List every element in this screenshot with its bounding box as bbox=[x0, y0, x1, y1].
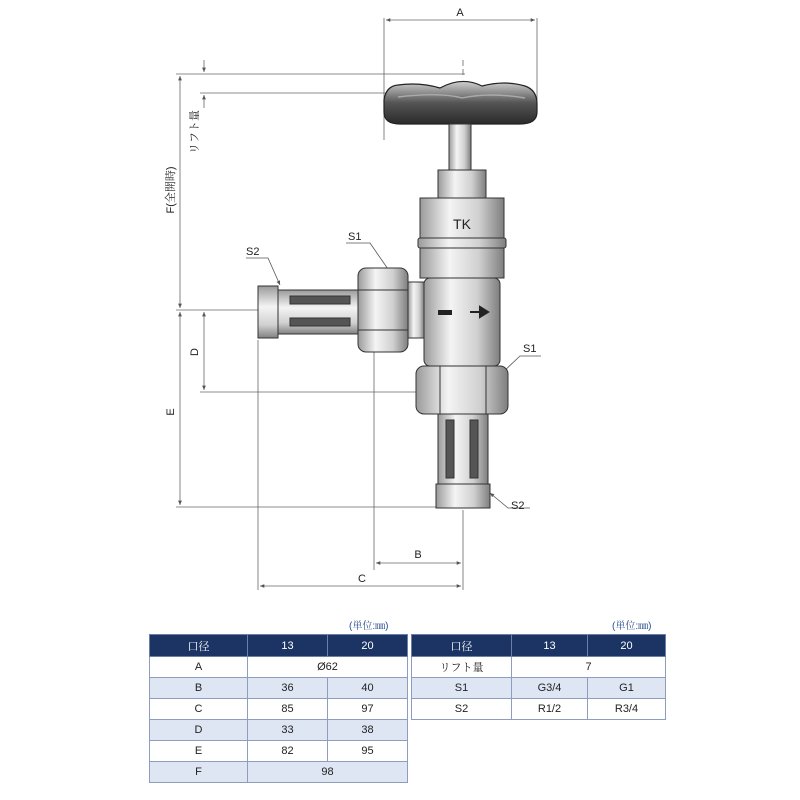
table-row bbox=[150, 657, 408, 678]
callout-s2-bottom: S2 bbox=[511, 500, 525, 512]
table-row bbox=[412, 657, 666, 678]
table-row bbox=[150, 720, 408, 741]
bottom-union-nut bbox=[416, 366, 508, 414]
flow-mark-bar bbox=[438, 310, 452, 315]
row-value-20: R3/4 bbox=[588, 699, 666, 720]
handle-mark: TK bbox=[453, 216, 471, 232]
spec-table-left bbox=[149, 634, 408, 783]
row-value-13: 82 bbox=[248, 741, 328, 762]
header-bore: 口径 bbox=[150, 635, 248, 657]
table-row bbox=[150, 741, 408, 762]
header-13: 13 bbox=[512, 635, 588, 657]
handwheel bbox=[384, 81, 537, 124]
dim-label-f: F(全開時) bbox=[165, 166, 177, 214]
row-value: Ø62 bbox=[248, 657, 408, 678]
dim-label-c: C bbox=[358, 573, 366, 585]
dim-label-a: A bbox=[456, 7, 464, 19]
table-row bbox=[150, 762, 408, 783]
unit-label-left: (単位:㎜) bbox=[349, 621, 389, 632]
bottom-pipe bbox=[436, 414, 490, 508]
row-label: リフト量 bbox=[412, 657, 512, 678]
valve-body bbox=[424, 278, 500, 366]
row-label: S2 bbox=[412, 699, 512, 720]
row-value: 98 bbox=[248, 762, 408, 783]
dim-label-d: D bbox=[189, 348, 201, 356]
row-label: C bbox=[150, 699, 248, 720]
dim-label-lift: リフト量 bbox=[189, 110, 201, 154]
stem bbox=[449, 124, 471, 170]
table-row bbox=[150, 678, 408, 699]
row-value-13: 85 bbox=[248, 699, 328, 720]
row-label: D bbox=[150, 720, 248, 741]
row-label: A bbox=[150, 657, 248, 678]
row-label: B bbox=[150, 678, 248, 699]
row-label: F bbox=[150, 762, 248, 783]
row-value-13: 33 bbox=[248, 720, 328, 741]
row-value-13: 36 bbox=[248, 678, 328, 699]
row-value-20: 95 bbox=[328, 741, 408, 762]
header-20: 20 bbox=[588, 635, 666, 657]
table-row bbox=[412, 699, 666, 720]
row-label: E bbox=[150, 741, 248, 762]
row-value-13: G3/4 bbox=[512, 678, 588, 699]
row-label: S1 bbox=[412, 678, 512, 699]
header-bore: 口径 bbox=[412, 635, 512, 657]
row-value: 7 bbox=[512, 657, 666, 678]
header-13: 13 bbox=[248, 635, 328, 657]
callout-s1-right: S1 bbox=[523, 343, 537, 355]
row-value-13: R1/2 bbox=[512, 699, 588, 720]
callout-s2-left: S2 bbox=[246, 246, 260, 258]
row-value-20: G1 bbox=[588, 678, 666, 699]
row-value-20: 40 bbox=[328, 678, 408, 699]
header-20: 20 bbox=[328, 635, 408, 657]
spec-table-right bbox=[411, 634, 666, 720]
callout-s1-top: S1 bbox=[348, 231, 362, 243]
table-row bbox=[412, 678, 666, 699]
dim-label-b: B bbox=[414, 549, 422, 561]
unit-label-right: (単位:㎜) bbox=[612, 621, 652, 632]
side-pipe bbox=[258, 286, 358, 338]
row-value-20: 97 bbox=[328, 699, 408, 720]
dim-label-e: E bbox=[165, 408, 177, 416]
table-row bbox=[150, 699, 408, 720]
row-value-20: 38 bbox=[328, 720, 408, 741]
side-union-nut bbox=[358, 268, 424, 352]
